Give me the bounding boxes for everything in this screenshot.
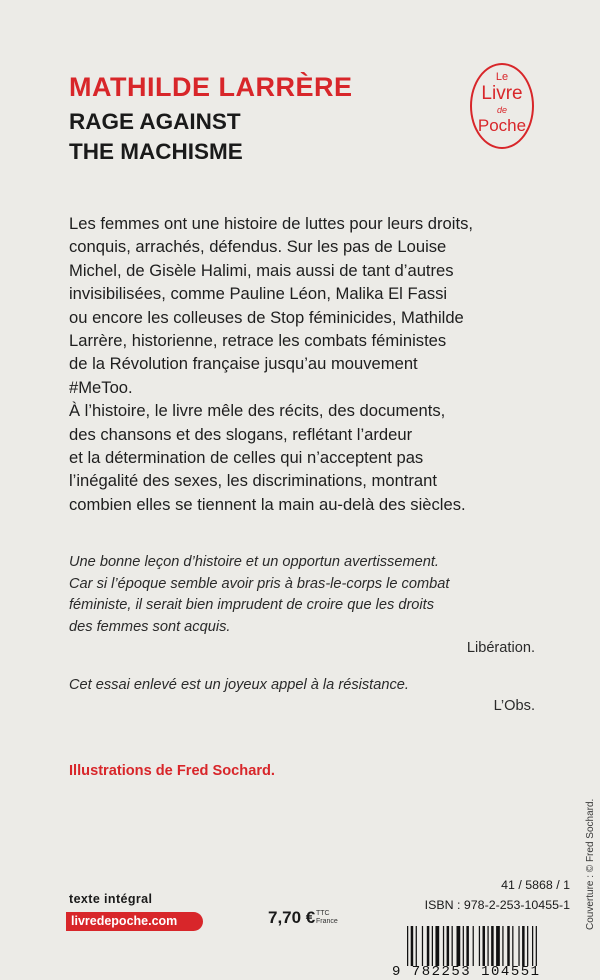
price-country: France — [316, 918, 338, 925]
blurb-line: conquis, arrachés, défendus. Sur les pas de Louise — [69, 237, 447, 257]
barcode-bar — [496, 926, 500, 966]
barcode-bar — [407, 926, 408, 966]
texte-integral-label: texte intégral — [69, 892, 153, 906]
book-title — [69, 107, 243, 167]
barcode-bar — [447, 926, 450, 966]
price-value: 7,70 € — [268, 908, 316, 927]
barcode-bar — [452, 926, 453, 966]
barcode-bar — [422, 926, 423, 966]
quote-line: Cet essai enlevé est un joyeux appel à la résistance. — [69, 676, 409, 693]
barcode-bar — [512, 926, 513, 966]
barcode — [392, 926, 570, 980]
barcode-bar — [532, 926, 533, 966]
price-tax-note — [316, 910, 338, 926]
blurb-line: ou encore les colleuses de Stop féminicides, Mathilde — [69, 307, 464, 327]
barcode-bar — [457, 926, 461, 966]
barcode-bar — [527, 926, 528, 966]
logo-de: de — [496, 105, 507, 115]
quote-source: L’Obs. — [493, 698, 535, 714]
price-ttc: TTC — [316, 910, 330, 917]
blurb-line: À l’histoire, le livre mêle des récits, des documents, — [69, 401, 446, 421]
barcode-bar — [507, 926, 510, 966]
quote-line: Car si l’époque semble avoir pris à bras-le-corps le combat — [69, 575, 450, 592]
quote-spacer — [69, 660, 539, 675]
blurb-line: des chansons et des slogans, reflétant l’ardeur — [69, 424, 413, 444]
blurb-line: Michel, de Gisèle Halimi, mais aussi de tant d’autres — [69, 260, 454, 280]
barcode-bar — [473, 926, 474, 966]
barcode-bar — [536, 926, 537, 966]
isbn: ISBN : 978-2-253-10455-1 — [424, 897, 570, 912]
barcode-bar — [479, 926, 480, 966]
barcode-bar — [491, 926, 494, 966]
barcode-bars — [407, 926, 567, 966]
price — [268, 908, 338, 928]
blurb-line: Les femmes ont une histoire de luttes pour leurs droits, — [69, 214, 473, 233]
barcode-bar — [416, 926, 417, 966]
barcode-bar — [443, 926, 444, 966]
blurb-line: invisibilisées, comme Pauline Léon, Malika El Fassi — [69, 284, 448, 304]
barcode-bar — [432, 926, 433, 966]
publisher-logo — [470, 63, 534, 149]
quote-line: des femmes sont acquis. — [69, 618, 231, 635]
title-line-2: THE MACHISME — [69, 139, 243, 164]
catalog-number: 41 / 5868 / 1 — [501, 878, 570, 892]
barcode-bar — [411, 926, 414, 966]
barcode-bar — [435, 926, 439, 966]
quote-line: féministe, il serait bien imprudent de croire que les droits — [69, 597, 435, 613]
catalog-codes — [425, 876, 570, 915]
blurb-line: Larrère, historienne, retrace les combats féministes — [69, 331, 447, 351]
barcode-bar — [466, 926, 469, 966]
quote-source: Libération. — [466, 640, 535, 656]
barcode-bar — [483, 926, 486, 966]
website-link[interactable]: livredepoche.com — [66, 912, 203, 931]
barcode-bar — [502, 926, 503, 966]
author-name: MATHILDE LARRÈRE — [69, 72, 353, 102]
blurb-line: combien elles se tiennent la main au-delà des siècles. — [69, 494, 466, 514]
barcode-digits: 9 782253 104551 — [392, 964, 541, 980]
barcode-bar — [487, 926, 488, 966]
quote-line: Une bonne leçon d’histoire et un opportun avertissement. — [69, 554, 439, 570]
logo-poche: Poche — [477, 116, 527, 135]
press-quotes — [69, 552, 539, 718]
barcode-bar — [518, 926, 519, 966]
barcode-bar — [427, 926, 430, 966]
blurb-line: de la Révolution française jusqu’au mouvement — [69, 354, 418, 374]
barcode-bar — [522, 926, 525, 966]
title-line-1: RAGE AGAINST — [69, 109, 241, 134]
cover-credit: Couverture : © Fred Sochard. — [585, 798, 596, 930]
blurb-line: et la détermination de celles qui n’acceptent pas — [69, 448, 424, 468]
barcode-bar — [463, 926, 464, 966]
illustrations-credit: Illustrations de Fred Sochard. — [69, 763, 275, 779]
blurb-line: #MeToo. — [69, 377, 133, 397]
logo-livre: Livre — [481, 83, 523, 104]
blurb — [69, 212, 569, 516]
blurb-line: l’inégalité des sexes, les discriminations, montrant — [69, 471, 437, 491]
logo-le: Le — [495, 71, 509, 83]
